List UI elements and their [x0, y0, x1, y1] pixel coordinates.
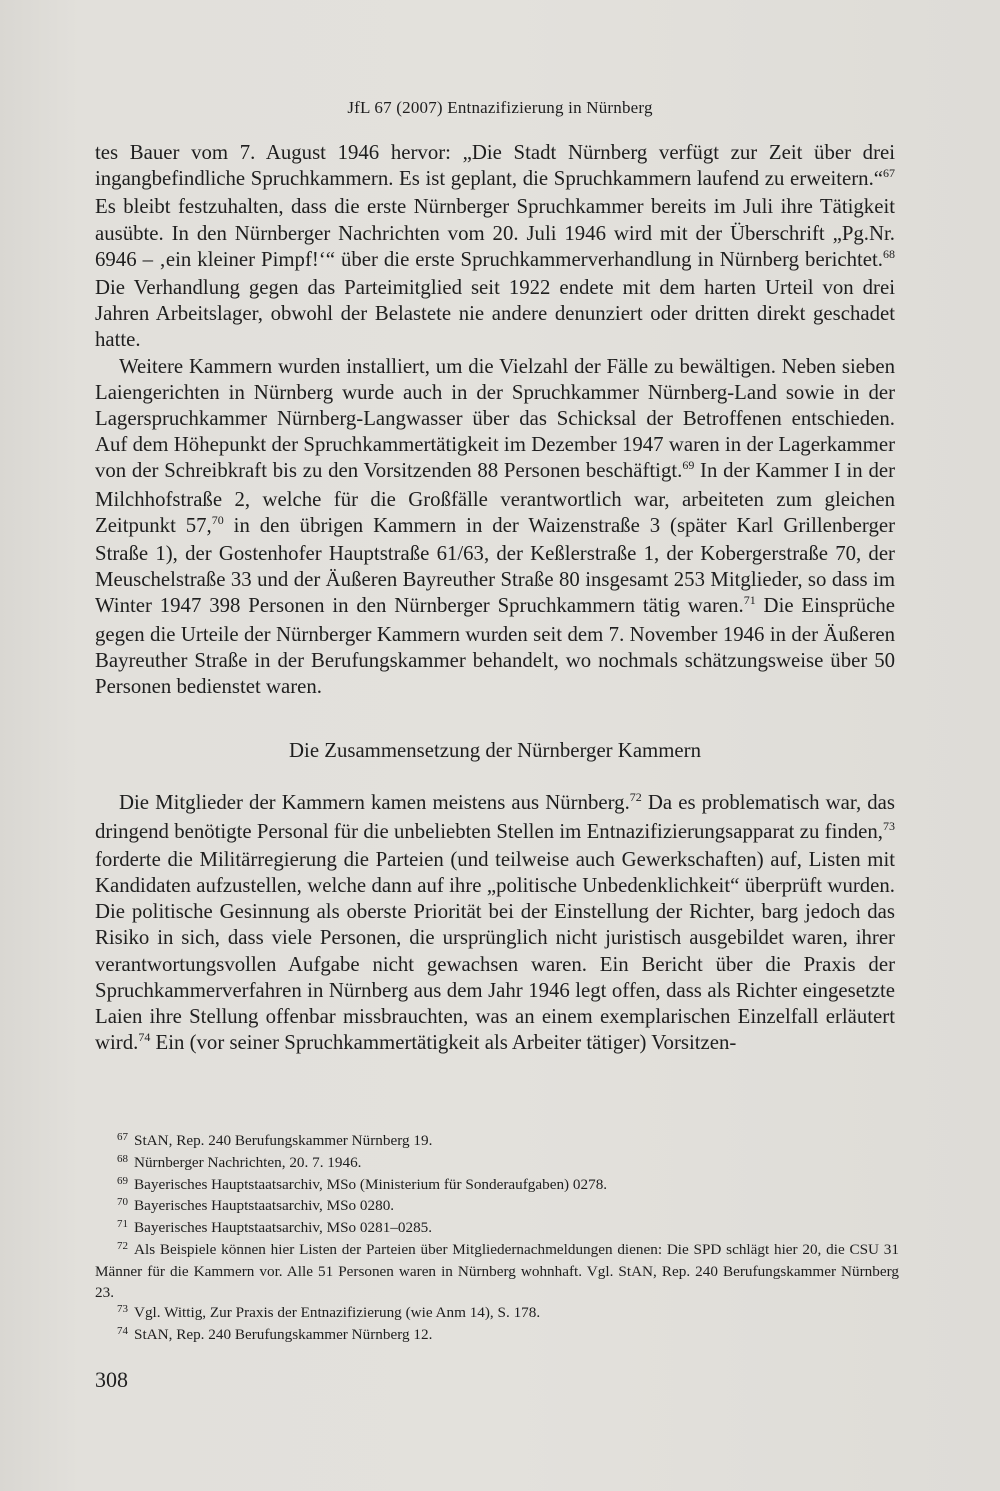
paragraph — [95, 354, 895, 701]
footnote-reference[interactable]: 67 — [883, 166, 895, 181]
footnote — [95, 1131, 899, 1153]
footnote-text: Vgl. Wittig, Zur Praxis der Entnazifizierung (wie Anm 14), S. 178. — [134, 1304, 541, 1322]
footnote-reference[interactable]: 74 — [138, 1030, 151, 1045]
footnote-reference[interactable]: 73 — [883, 818, 895, 833]
footnote-text: Bayerisches Hauptstaatsarchiv, MSo 0281–0285. — [134, 1219, 433, 1237]
paragraph-text: Da es problematisch war, das dringend benötigte Personal für die unbeliebten Stellen im Entnazifizierungsapparat zu finden, — [95, 791, 895, 843]
paragraph-text: forderte die Militärregierung die Parteien (und teilweise auch Gewerkschaften) auf, Listen mit Kandidaten aufzustellen, welche dann auf ihre „politische Unbedenklichkeit“ überprüft wurden. Die politische Gesinnung als oberste Priorität bei der Einstellung der Richter, barg jedoch das Risiko in sich, dass viele Personen, die ursprünglich nicht juristisch ausgebildet waren, ihrer verantwortungsvollen Aufgabe nicht gewachsen waren. Ein Bericht über die Praxis der Spruchkammerverfahren in Nürnberg aus dem Jahr 1946 legt offen, dass als Richter eingesetzte Laien ihre Stellung offenbar missbrauchten, was an einem exemplarischen Einzelfall erläutert wird. — [95, 847, 895, 1055]
footnote-text: Bayerisches Hauptstaatsarchiv, MSo (Ministerium für Sonderaufgaben) 0278. — [134, 1175, 608, 1193]
footnote-number: 70 — [117, 1196, 128, 1209]
paragraph-text: Weitere Kammern wurden installiert, um die Vielzahl der Fälle zu bewältigen. Neben sieben Laiengerichten in Nürnberg wurde auch in der Spruchkammer Nürnberg-Land sowie in der Lagerspruchkammer Nürnberg-Langwasser über das Schicksal der Betroffenen entschieden. Auf dem Höhepunkt der Spruchkammertätigkeit im Dezember 1947 waren in der Lagerkammer von der Schreibkraft bis zu den Vorsitzenden 88 Personen beschäftigt. — [95, 354, 895, 483]
footnote — [95, 1325, 899, 1347]
footnote-reference[interactable]: 69 — [682, 458, 695, 473]
footnote-number: 68 — [117, 1152, 128, 1165]
footnote-reference[interactable]: 71 — [743, 593, 756, 608]
footnote — [95, 1175, 899, 1197]
footnote-text: Als Beispiele können hier Listen der Parteien über Mitgliedernachmeldungen dienen: Die SPD schlägt hier 20, die CSU 31 Männer für die Kammern vor. Alle 51 Personen waren in Nürnberg wohnhaft. Vgl. StAN, Rep. 240 Berufungskammer Nürnberg 23. — [95, 1240, 899, 1301]
footnote — [95, 1153, 899, 1175]
footnote-text: Nürnberger Nachrichten, 20. 7. 1946. — [134, 1153, 362, 1171]
paragraph-text: tes Bauer vom 7. August 1946 hervor: „Die Stadt Nürnberg verfügt zur Zeit über drei ingangbefindliche Spruchkammern. Es ist geplant, die Spruchkammern laufend zu erweitern.“ — [95, 141, 895, 191]
paragraph — [95, 790, 895, 1058]
footnote-text: StAN, Rep. 240 Berufungskammer Nürnberg 12. — [134, 1326, 433, 1344]
footnote-number: 67 — [117, 1131, 128, 1143]
footnote-reference[interactable]: 70 — [211, 512, 224, 527]
footnote-number: 73 — [117, 1303, 128, 1316]
paragraph-text: Die Mitglieder der Kammern kamen meistens aus Nürnberg. — [119, 791, 630, 815]
body-text — [95, 140, 895, 1059]
section-heading: Die Zusammensetzung der Nürnberger Kammern — [289, 739, 701, 763]
paragraph-text: in den übrigen Kammern in der Waizenstraße 3 (später Karl Grillenberger Straße 1), der Gostenhofer Hauptstraße 61/63, der Keßlerstraße 1, der Kobergerstraße 70, der Meuschelstraße 33 und der Äußeren Bayreuther Straße 80 insgesamt 253 Mitglieder, so dass im Winter 1947 398 Personen in den Nürnberger Spruchkammern tätig waren. — [95, 513, 895, 618]
paragraph-text: Ein (vor seiner Spruchkammertätigkeit als Arbeiter tätiger) Vorsitzen- — [150, 1031, 737, 1055]
paragraph-text: Die Verhandlung gegen das Parteimitglied seit 1922 endete mit dem harten Urteil von drei Jahren Arbeitslager, obwohl der Belastete nie andere denunziert oder dritten direkt geschadet hatte. — [95, 276, 895, 352]
footnote — [95, 1218, 899, 1240]
footnote-text: StAN, Rep. 240 Berufungskammer Nürnberg 19. — [134, 1132, 433, 1149]
paragraphs-after-heading — [95, 790, 895, 1058]
paragraph-text: Es bleibt festzuhalten, dass die erste Nürnberger Spruchkammer bereits im Juli ihre Tätigkeit ausübte. In den Nürnberger Nachrichten vom 20. Juli 1946 wird mit der Überschrift „Pg.Nr. 6946 – ‚ein kleiner Pimpf!‘“ über die erste Spruchkammerverhandlung in Nürnberg berichtet. — [95, 195, 895, 271]
paragraph-text: In der Kammer I in der Milchhofstraße 2, welche für die Großfälle verantwortlich war, arbeiteten zum gleichen Zeitpunkt 57, — [95, 459, 895, 537]
footnote-text: Bayerisches Hauptstaatsarchiv, MSo 0280. — [134, 1197, 395, 1215]
page-number: 308 — [95, 1367, 128, 1392]
footnote — [95, 1303, 899, 1325]
footnote-number: 72 — [117, 1239, 128, 1252]
paragraphs-before-heading — [95, 140, 895, 700]
footnote-number: 71 — [117, 1218, 128, 1231]
footnote — [95, 1240, 899, 1303]
footnote-reference[interactable]: 72 — [629, 790, 642, 805]
footnote-number: 69 — [117, 1174, 128, 1187]
paragraph — [95, 140, 895, 354]
footnotes — [95, 1131, 899, 1347]
paragraph-text: Die Einsprüche gegen die Urteile der Nürnberger Kammern wurden seit dem 7. November 1946 in der Äußeren Bayreuther Straße in der Berufungskammer behandelt, wo nochmals schätzungsweise über 50 Personen bedienstet waren. — [95, 594, 895, 699]
footnote-number: 74 — [117, 1325, 128, 1338]
footnote-reference[interactable]: 68 — [883, 246, 895, 261]
running-header: JfL 67 (2007) Entnazifizierung in Nürnberg — [347, 98, 653, 117]
footnote — [95, 1196, 899, 1218]
